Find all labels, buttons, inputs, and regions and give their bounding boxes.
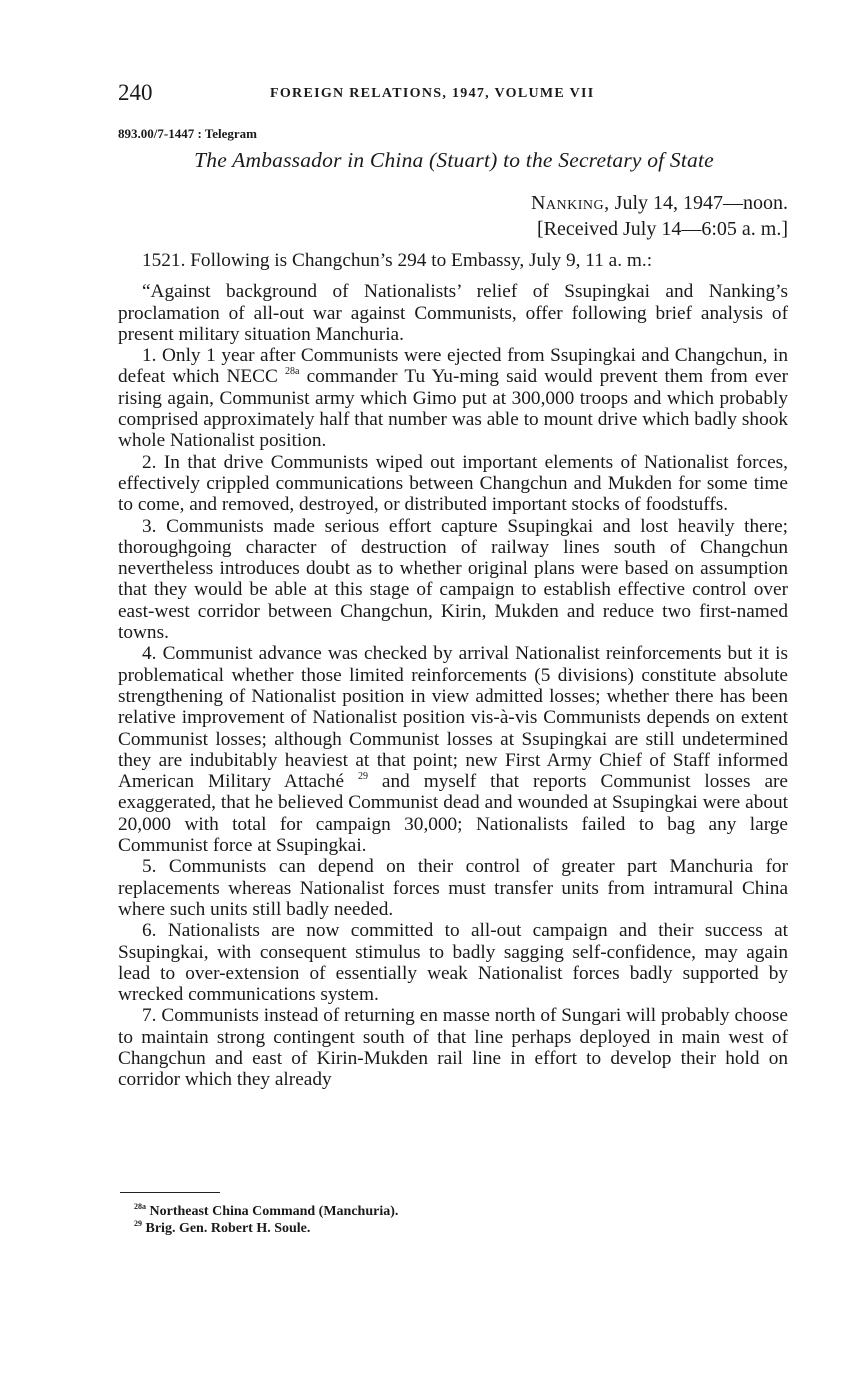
footnotes <box>134 1203 398 1237</box>
document-title: The Ambassador in China (Stuart) to the Secretary of State <box>194 148 714 172</box>
intro-paragraph: 1521. Following is Changchun’s 294 to Embassy, July 9, 11 a. m.: <box>142 250 653 271</box>
footnote-text: Brig. Gen. Robert H. Soule. <box>145 1221 311 1236</box>
running-title: FOREIGN RELATIONS, 1947, VOLUME VII <box>270 86 595 101</box>
dateline <box>531 190 788 242</box>
footnote-29 <box>134 1220 398 1237</box>
footnote-ref-28a: 28a <box>285 366 300 378</box>
body-text <box>118 250 788 1091</box>
paragraph-1 <box>118 345 788 451</box>
footnote-mark: 28a <box>134 1202 146 1211</box>
footnote-mark: 29 <box>134 1219 142 1228</box>
footnote-divider <box>120 1192 220 1193</box>
paragraph-2: 2. In that drive Communists wiped out important elements of Nationalist forces, effectively crippled communications between Changchun and Mukden for some time to come, and removed, destroyed, or distributed important stocks of foodstuffs. <box>118 451 788 516</box>
paragraph-1-text-b: commander Tu Yu-ming said would prevent them from ever rising again, Communist army which Gimo put at 300,000 troops and which probably comprised approximately half that number was able to mount drive which badly shook whole Nationalist position. <box>118 366 789 452</box>
paragraph-4-text-b: and myself that reports Communist losses are exaggerated, that he believed Communist dead and wounded at Ssupingkai were about 20,000 with total for campaign 30,000; Nationalists failed to bag any large Communist force at Ssupingkai. <box>118 771 788 857</box>
file-reference: 893.00/7-1447 : Telegram <box>118 126 258 141</box>
footnote-text: Northeast China Command (Manchuria). <box>149 1204 399 1219</box>
place: Nanking, <box>530 192 610 214</box>
paragraph-5: 5. Communists can depend on their control of greater part Manchuria for replacements whereas Nationalist forces must transfer units from intramural China where such units still badly needed. <box>118 856 788 920</box>
paragraph-0: “Against background of Nationalists’ relief of Ssupingkai and Nanking’s proclamation of all-out war against Communists, offer following brief analysis of present military situation Manchuria. <box>118 281 788 345</box>
paragraph-4 <box>118 643 788 856</box>
footnote-ref-29: 29 <box>357 771 368 783</box>
date: July 14, 1947—noon. <box>614 192 788 214</box>
paragraph-3: 3. Communists made serious effort capture Ssupingkai and lost heavily there; thoroughgoing character of destruction of railway lines south of Changchun nevertheless introduces doubt as to whether original plans were based on assumption that they would be able at this stage of campaign to establish effective control over east-west corridor between Changchun, Kirin, Mukden and reduce two first-named towns. <box>118 515 788 644</box>
paragraph-4-text-a: 4. Communist advance was checked by arrival Nationalist reinforcements but it is problematical whether those limited reinforcements (5 divisions) constitute absolute strengthening of Nationalist position in view admitted losses; whether there has been relative improvement of Nationalist position vis-à-vis Communists depends on extent Communist losses; although Communist losses at Ssupingkai are still undetermined they are indubitably heaviest at that point; new First Army Chief of Staff informed American Military Attaché <box>118 643 788 793</box>
page-header <box>118 80 788 110</box>
received-line: [Received July 14—6:05 a. m.] <box>536 218 788 240</box>
paragraph-1-text-a: 1. Only 1 year after Communists were ejected from Ssupingkai and Changchun, in defeat which NECC <box>118 345 788 388</box>
paragraph-7: 7. Communists instead of returning en masse north of Sungari will probably choose to maintain strong contingent south of that line perhaps deployed in main west of Changchun and east of Kirin-Mukden rail line in effort to develop their hold on corridor which they already <box>118 1005 788 1091</box>
paragraph-6: 6. Nationalists are now committed to all-out campaign and their success at Ssupingkai, with consequent stimulus to badly sagging self-confidence, may again lead to over-extension of essentially weak Nationalist forces badly supported by wrecked communications system. <box>118 920 788 1006</box>
page-number: 240 <box>118 80 153 105</box>
footnote-28a <box>134 1203 398 1220</box>
date-line <box>531 190 788 216</box>
